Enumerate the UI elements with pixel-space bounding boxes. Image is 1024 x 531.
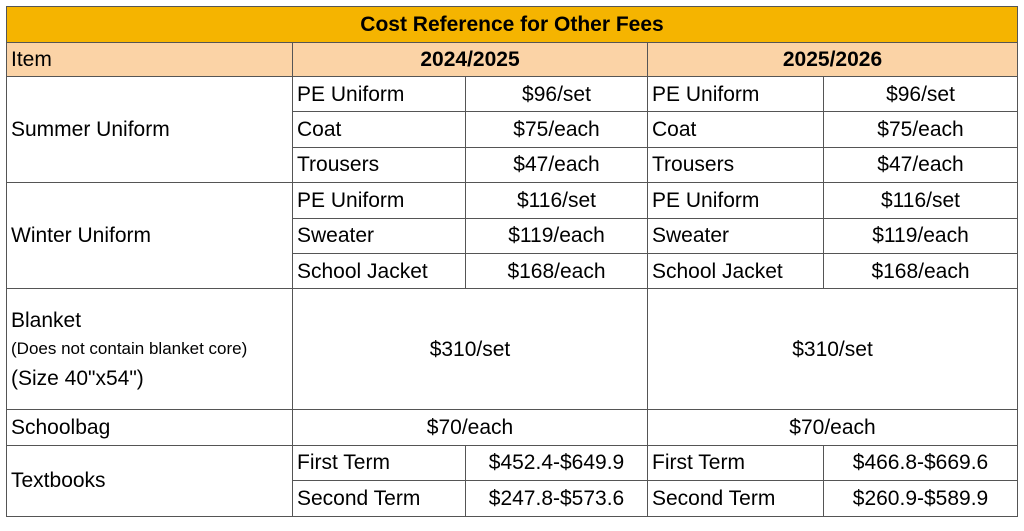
category-summer-uniform: Summer Uniform <box>7 77 293 183</box>
item-price-2024: $116/set <box>466 183 648 218</box>
item-name: School Jacket <box>293 253 466 288</box>
item-name: PE Uniform <box>648 77 824 112</box>
term-name: Second Term <box>648 481 824 516</box>
category-winter-uniform: Winter Uniform <box>7 183 293 289</box>
item-name: Trousers <box>293 147 466 182</box>
schoolbag-price-2024: $70/each <box>293 410 648 445</box>
item-price-2024: $168/each <box>466 253 648 288</box>
item-price-2024: $119/each <box>466 218 648 253</box>
item-price-2024: $96/set <box>466 77 648 112</box>
category-textbooks: Textbooks <box>7 445 293 516</box>
fee-table <box>6 6 1018 517</box>
blanket-size: (Size 40"x54") <box>11 366 144 390</box>
item-name: Trousers <box>648 147 824 182</box>
item-name: PE Uniform <box>293 183 466 218</box>
fee-table-container <box>6 6 1018 517</box>
term-price-2024: $247.8-$573.6 <box>466 481 648 516</box>
item-name: Coat <box>648 112 824 147</box>
item-price-2025: $96/set <box>824 77 1018 112</box>
term-name: First Term <box>293 445 466 480</box>
header-year-2024: 2024/2025 <box>293 43 648 77</box>
header-year-2025: 2025/2026 <box>648 43 1018 77</box>
blanket-label: Blanket <box>11 308 82 332</box>
item-price-2024: $75/each <box>466 112 648 147</box>
term-price-2024: $452.4-$649.9 <box>466 445 648 480</box>
table-row <box>7 289 1018 410</box>
item-name: Coat <box>293 112 466 147</box>
item-name: PE Uniform <box>293 77 466 112</box>
item-price-2025: $116/set <box>824 183 1018 218</box>
category-blanket <box>7 289 293 410</box>
table-row <box>7 183 1018 218</box>
table-title: Cost Reference for Other Fees <box>7 7 1018 43</box>
header-row <box>7 43 1018 77</box>
term-name: Second Term <box>293 481 466 516</box>
category-schoolbag: Schoolbag <box>7 410 293 445</box>
item-price-2025: $168/each <box>824 253 1018 288</box>
table-row <box>7 77 1018 112</box>
item-price-2025: $47/each <box>824 147 1018 182</box>
table-row <box>7 410 1018 445</box>
term-price-2025: $466.8-$669.6 <box>824 445 1018 480</box>
title-row <box>7 7 1018 43</box>
term-name: First Term <box>648 445 824 480</box>
blanket-price-2024: $310/set <box>293 289 648 410</box>
item-name: PE Uniform <box>648 183 824 218</box>
header-item: Item <box>7 43 293 77</box>
term-price-2025: $260.9-$589.9 <box>824 481 1018 516</box>
item-price-2025: $119/each <box>824 218 1018 253</box>
blanket-price-2025: $310/set <box>648 289 1018 410</box>
item-name: Sweater <box>293 218 466 253</box>
item-name: Sweater <box>648 218 824 253</box>
schoolbag-price-2025: $70/each <box>648 410 1018 445</box>
item-name: School Jacket <box>648 253 824 288</box>
item-price-2024: $47/each <box>466 147 648 182</box>
item-price-2025: $75/each <box>824 112 1018 147</box>
table-row <box>7 445 1018 480</box>
blanket-note: (Does not contain blanket core) <box>11 339 248 358</box>
